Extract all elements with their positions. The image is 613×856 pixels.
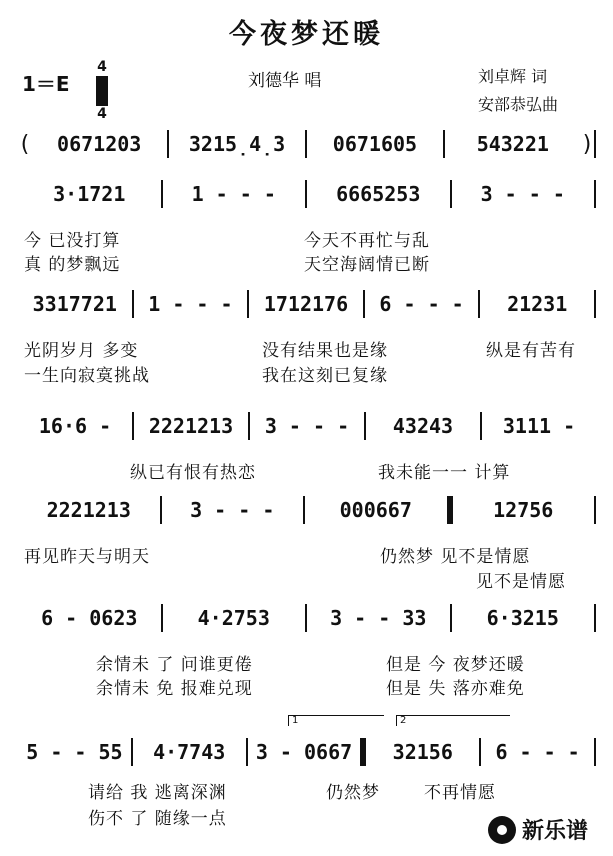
- measure: 3·1721: [53, 182, 126, 206]
- lyric-line: 今天不再忙与乱: [304, 231, 430, 251]
- measure: 3 - - -: [480, 182, 565, 206]
- volta-first: 1: [288, 715, 384, 726]
- measure: 1 - - -: [191, 182, 276, 206]
- key-signature: 1＝E: [22, 72, 70, 96]
- lyric-line: 天空海阔情已断: [304, 255, 430, 275]
- composer-credit: 安部恭弘曲: [478, 95, 559, 114]
- measure: 3215̣4̣3: [188, 132, 286, 156]
- measure: 6·3215: [486, 606, 559, 630]
- measure: 21231: [507, 292, 568, 316]
- song-title: 今夜梦还暖: [229, 19, 384, 50]
- lyric-line: 纵已有恨有热恋: [130, 463, 256, 483]
- staff-row: [18, 740, 596, 764]
- measure: 1712176: [263, 292, 349, 316]
- measure: 0671203: [57, 132, 142, 156]
- lyric-line: 没有结果也是缘: [262, 341, 388, 361]
- measure: 16·6 -: [38, 414, 112, 438]
- measure: 43243: [392, 414, 454, 438]
- measure: 6 - - -: [495, 740, 580, 764]
- lyric-line: 纵是有苦有: [486, 341, 576, 361]
- measure: 1 - - -: [148, 292, 233, 316]
- lyricist-credit: 刘卓辉 词: [478, 67, 548, 86]
- volta-second: 2: [396, 715, 510, 726]
- measure: 6 - - -: [379, 292, 464, 316]
- lyric-line: 余情未 免 报难兑现: [96, 679, 253, 699]
- measure: 3 - - -: [190, 498, 275, 522]
- measure: 5 - - 55: [26, 740, 123, 764]
- lyric-line: 但是 失 落亦难免: [386, 679, 525, 699]
- lyric-line: 伤不 了 随缘一点: [88, 809, 227, 829]
- lyric-line: 真 的梦飘远: [24, 255, 121, 275]
- staff-row: [18, 498, 596, 522]
- measure: 2221213: [148, 414, 234, 438]
- time-sig-bottom: 4: [97, 106, 107, 122]
- lyric-line: 见不是情愿: [476, 572, 566, 592]
- lyric-line: 仍然梦: [326, 783, 380, 803]
- close-paren: ): [580, 131, 594, 157]
- singer-credit: 刘德华 唱: [248, 71, 322, 91]
- staff-row: [18, 182, 596, 206]
- lyric-line: 我未能一一 计算: [378, 463, 511, 483]
- measure: 12756: [493, 498, 554, 522]
- lyric-line: 余情未 了 问谁更倦: [96, 655, 253, 675]
- staff-row: [18, 292, 596, 316]
- measure: 6665253: [336, 182, 421, 206]
- open-paren: (: [18, 131, 32, 157]
- lyric-line: 仍然梦 见不是情愿: [380, 547, 531, 567]
- logo-text: 新乐谱: [522, 819, 589, 844]
- time-signature: [96, 60, 108, 122]
- lyric-line: 请给 我 逃离深渊: [88, 783, 227, 803]
- measure: 3 - - -: [264, 414, 350, 438]
- measure: 3317721: [32, 292, 117, 316]
- time-sig-top: 4: [97, 59, 107, 75]
- measure: 543221: [476, 132, 549, 156]
- staff-row: [18, 132, 596, 156]
- measure: 3 - - 33: [330, 606, 427, 630]
- lyric-line: 一生向寂寞挑战: [24, 366, 150, 386]
- measure: 4·2753: [197, 606, 270, 630]
- lyric-line: 再见昨天与明天: [24, 547, 150, 567]
- measure: 3111 -: [502, 414, 576, 438]
- measure: 4·7743: [153, 740, 226, 764]
- measure: 000667: [339, 498, 412, 522]
- lyric-line: 不再情愿: [424, 783, 496, 803]
- staff-row: [18, 414, 596, 438]
- measure: 6 - 0623: [41, 606, 138, 630]
- lyric-line: 我在这刻已复缘: [262, 366, 388, 386]
- measure: 3 - 0667: [255, 740, 353, 764]
- lyric-line: 光阴岁月 多变: [24, 341, 139, 361]
- measure: 0671605: [332, 132, 418, 156]
- measure: 32156: [392, 740, 453, 764]
- lyric-line: 但是 今 夜梦还暖: [386, 655, 525, 675]
- measure: 2221213: [46, 498, 131, 522]
- staff-row: [18, 606, 596, 630]
- lyric-line: 今 已没打算: [24, 231, 121, 251]
- disc-icon: [488, 816, 516, 844]
- site-logo: [488, 814, 588, 845]
